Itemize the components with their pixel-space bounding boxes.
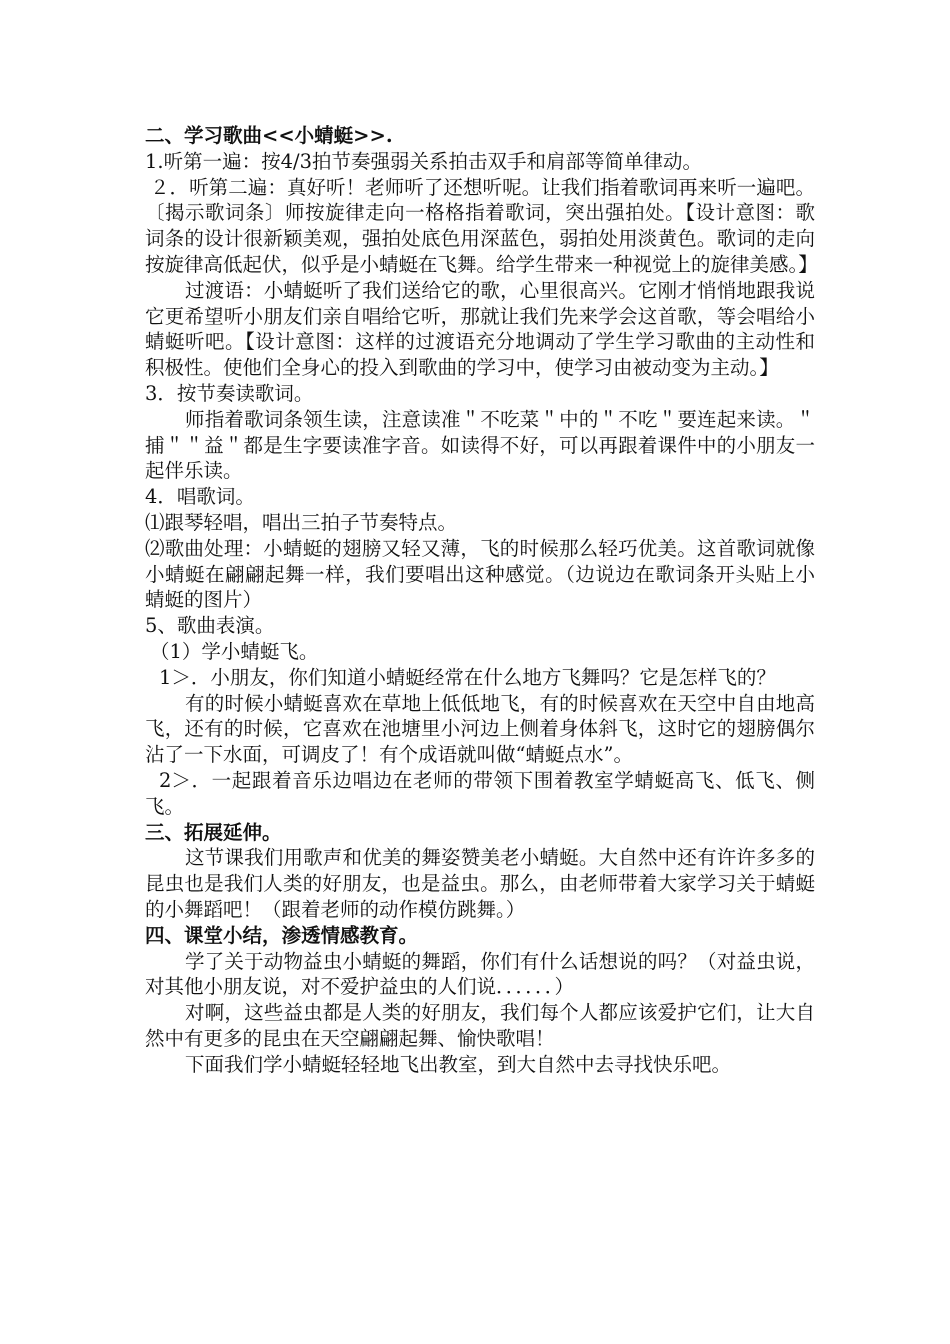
- step-4-item-1: ⑴跟琴轻唱，唱出三拍子节奏特点。: [145, 510, 458, 534]
- step-2-second-listen: ２．听第二遍：真好听！老师听了还想听呢。让我们指着歌词再来听一遍吧。〔揭示歌词条〕师按旋律走向一格格指着歌词，突出强拍处。【设计意图：歌词条的设计很新颖美观，强拍处底色用深蓝色，弱拍处用淡黄色。歌词的走向按旋律高低起伏，似乎是小蜻蜓在飞舞。给学生带来一种视觉上的旋律美感。】: [145, 175, 818, 276]
- step-4-heading: 4．唱歌词。: [145, 485, 255, 509]
- step-3-heading: 3．按节奏读歌词。: [145, 381, 314, 405]
- section-heading-learn-song: 二、学习歌曲<<小蜻蜓>>.: [145, 124, 393, 147]
- document-page: [145, 123, 818, 1077]
- extend-body: 这节课我们用歌声和优美的舞姿赞美老小蜻蜓。大自然中还有许许多多的昆虫也是我们人类的好朋友，也是益虫。那么，由老师带着大家学习关于蜻蜓的小舞蹈吧！（跟着老师的动作模仿跳舞。）: [145, 846, 815, 921]
- step-5-item-1-activity: 2＞．一起跟着音乐边唱边在老师的带领下围着教室学蜻蜓高飞、低飞、侧飞。: [145, 768, 815, 818]
- step-4-item-2: ⑵歌曲处理：小蜻蜓的翅膀又轻又薄，飞的时候那么轻巧优美。这首歌词就像小蜻蜓在翩翩起舞一样，我们要唱出这种感觉。（边说边在歌词条开头贴上小蜻蜓的图片）: [145, 536, 815, 612]
- step-5-item-1: （1）学小蜻蜓飞。: [150, 639, 319, 663]
- summary-body-2: 对啊，这些益虫都是人类的好朋友，我们每个人都应该爱护它们，让大自然中有更多的昆虫在天空翩翩起舞、愉快歌唱！: [145, 1001, 815, 1050]
- transition-paragraph: 过渡语：小蜻蜓听了我们送给它的歌，心里很高兴。它刚才悄悄地跟我说它更希望听小朋友们亲自唱给它听，那就让我们先来学会这首歌，等会唱给小蜻蜓听吧。【设计意图：这样的过渡语充分地调动了学生学习歌曲的主动性和积极性。使他们全身心的投入到歌曲的学习中，使学习由被动变为主动。】: [145, 278, 815, 380]
- step-5-item-1-answer: 有的时候小蜻蜓喜欢在草地上低低地飞，有的时候喜欢在天空中自由地高飞，还有的时候，它喜欢在池塘里小河边上侧着身体斜飞，这时它的翅膀偶尔沾了一下水面，可调皮了！有个成语就叫做“蜻蜓点水”。: [145, 691, 815, 767]
- step-3-body: 师指着歌词条领生读，注意读准＂不吃菜＂中的＂不吃＂要连起来读。＂捕＂＂益＂都是生字要读准字音。如读得不好，可以再跟着课件中的小朋友一起伴乐读。: [145, 407, 815, 483]
- summary-body-1: 学了关于动物益虫小蜻蜓的舞蹈，你们有什么话想说的吗？（对益虫说，对其他小朋友说，对不爱护益虫的人们说．．．．．．）: [145, 949, 815, 999]
- step-5-item-1-question: 1＞．小朋友，你们知道小蜻蜓经常在什么地方飞舞吗？它是怎样飞的？: [159, 665, 776, 689]
- step-5-heading: 5、歌曲表演。: [145, 614, 275, 638]
- step-1-first-listen: 1.听第一遍：按4/3拍节奏强弱关系拍击双手和肩部等简单律动。: [145, 149, 702, 173]
- section-heading-summary: 四、课堂小结，渗透情感教育。: [145, 923, 419, 947]
- summary-body-3: 下面我们学小蜻蜓轻轻地飞出教室，到大自然中去寻找快乐吧。: [185, 1052, 732, 1076]
- section-heading-extend: 三、拓展延伸。: [145, 820, 282, 844]
